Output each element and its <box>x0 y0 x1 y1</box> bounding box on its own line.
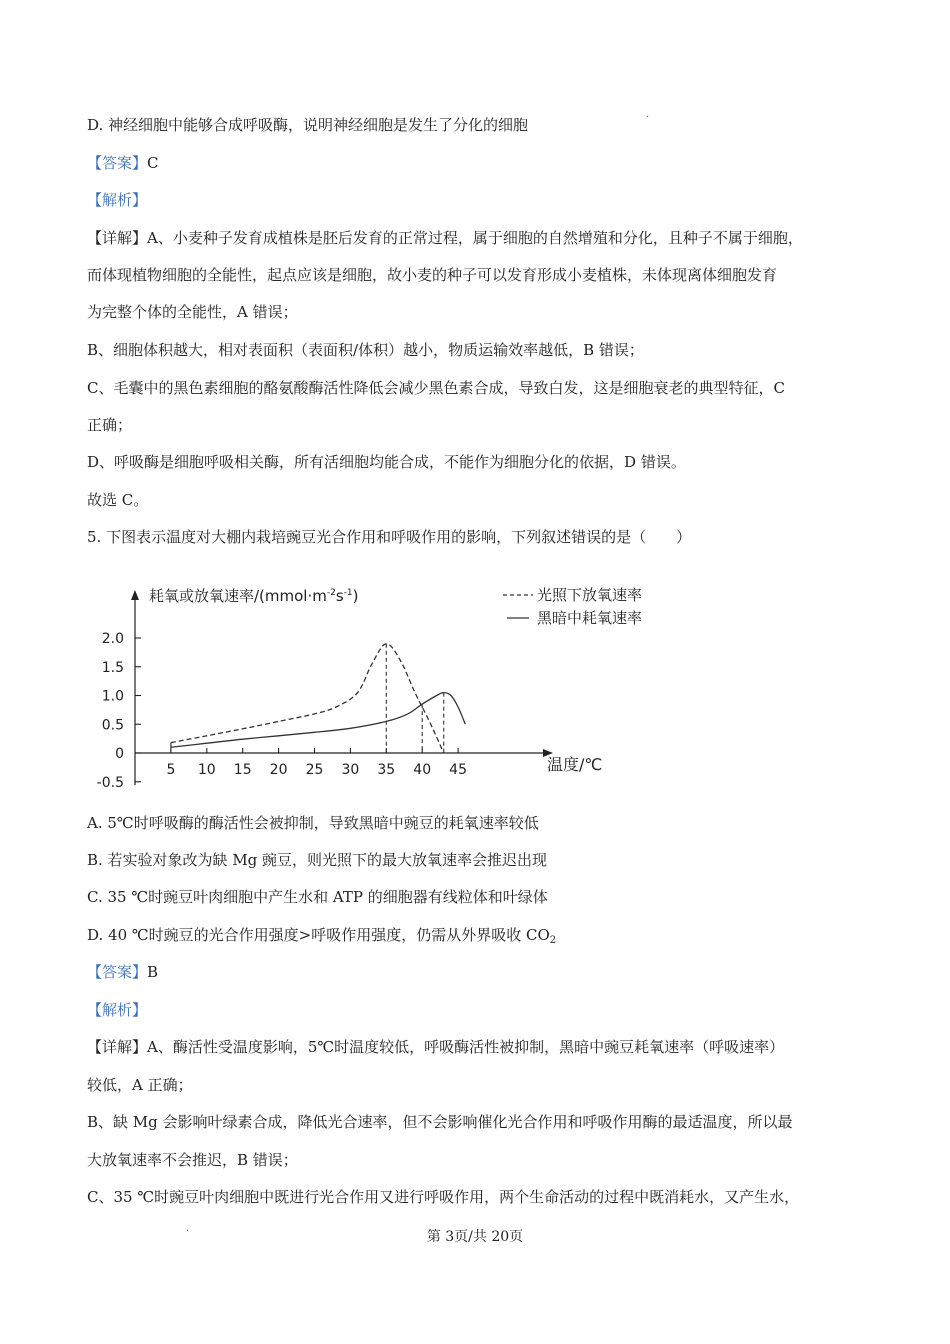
y-tick-label: 0.5 <box>101 717 124 734</box>
x-tick-label: 15 <box>233 762 252 778</box>
legend-label-dark: 黑暗中耗氧速率 <box>537 609 643 627</box>
q5-detail-line-3: 大放氧速率不会推迟，B 错误； <box>87 1151 298 1169</box>
prev-answer <box>87 153 159 173</box>
y-axis-arrow <box>131 590 139 600</box>
q5-detail-text: A、酶活性受温度影响，5℃时温度较低，呼吸酶活性被抑制，黑暗中豌豆耗氧速率（呼吸速率） <box>147 1038 785 1056</box>
question-5-stem: 5. 下图表示温度对大棚内栽培豌豆光合作用和呼吸作用的影响，下列叙述错误的是（ ） <box>87 528 692 546</box>
y-tick-label: 0 <box>115 746 124 762</box>
q5-detail-line-4: C、35 ℃时豌豆叶肉细胞中既进行光合作用又进行呼吸作用，两个生命活动的过程中既消耗水，又产生水， <box>87 1188 800 1206</box>
co2-subscript: 2 <box>549 935 557 946</box>
q5-detail-line-1: 较低，A 正确； <box>87 1076 193 1094</box>
series-light-oxygen-release <box>171 644 444 753</box>
legend-label-light: 光照下放氧速率 <box>537 586 643 604</box>
x-tick-label: 20 <box>269 762 288 778</box>
question-5-option-c: C. 35 ℃时豌豆叶肉细胞中产生水和 ATP 的细胞器有线粒体和叶绿体 <box>87 888 548 906</box>
q5-analysis-tag-text: 【解析】 <box>87 1001 148 1019</box>
option-d-text: D. 40 ℃时豌豆的光合作用强度>呼吸作用强度，仍需从外界吸收 CO <box>87 926 550 944</box>
x-tick-label: 35 <box>377 762 396 778</box>
x-tick-label: 25 <box>305 762 324 778</box>
prev-detail-line-0 <box>87 228 803 248</box>
y-tick-label: 1.5 <box>101 659 124 676</box>
q5-answer-value: B <box>147 963 159 981</box>
question-5-option-d <box>87 925 556 951</box>
question-5-option-b: B. 若实验对象改为缺 Mg 豌豆，则光照下的最大放氧速率会推迟出现 <box>87 851 548 869</box>
prev-detail-line-6: D、呼吸酶是细胞呼吸相关酶，所有活细胞均能合成，不能作为细胞分化的依据，D 错误。 <box>87 453 686 471</box>
answer-value: C <box>147 154 159 172</box>
x-tick-label: 5 <box>166 762 176 778</box>
y-axis-label: 耗氧或放氧速率$/(mmol\cdot m^{-2}s^{-1})$ <box>149 587 359 605</box>
q5-detail-tag: 【详解】 <box>87 1038 148 1056</box>
chart-axes <box>131 590 553 785</box>
prev-detail-line-4: C、毛囊中的黑色素细胞的酪氨酸酶活性降低会减少黑色素合成，导致白发，这是细胞衰老的典型特征，C <box>87 379 785 397</box>
y-tick-label: -0.5 <box>96 774 124 791</box>
q5-detail-line-2: B、缺 Mg 会影响叶绿素合成，降低光合速率，但不会影响催化光合作用和呼吸作用酶的最适温度，所以最 <box>87 1113 793 1131</box>
page-footer: 第 3页/共 20页 <box>426 1229 524 1245</box>
series-dark-oxygen-consumption <box>171 693 465 748</box>
x-tick-label: 10 <box>197 762 216 778</box>
prev-analysis-tag <box>87 190 147 210</box>
stray-dot: · <box>646 112 650 123</box>
answer-tag: 【答案】 <box>87 154 148 172</box>
detail-tag: 【详解】 <box>87 229 148 247</box>
q5-detail-line-0 <box>87 1037 784 1057</box>
detail-text: A、小麦种子发育成植株是胚后发育的正常过程，属于细胞的自然增殖和分化，且种子不属于细胞， <box>147 229 803 247</box>
y-tick-label: 1.0 <box>101 688 124 705</box>
q5-analysis-tag <box>87 1000 147 1020</box>
x-tick-label: 30 <box>341 762 360 778</box>
prev-option-d: D. 神经细胞中能够合成呼吸酶，说明神经细胞是发生了分化的细胞 <box>87 116 529 134</box>
analysis-tag: 【解析】 <box>87 191 148 209</box>
prev-detail-line-5: 正确； <box>87 416 133 434</box>
temperature-rate-chart <box>95 570 643 800</box>
y-ticks <box>97 631 141 791</box>
stray-dot-footer: · <box>186 1226 190 1237</box>
prev-detail-line-3: B、细胞体积越大，相对表面积（表面积/体积）越小，物质运输效率越低，B 错误； <box>87 341 644 359</box>
q5-answer-tag: 【答案】 <box>87 963 148 981</box>
prev-detail-line-7: 故选 C。 <box>87 491 149 509</box>
x-axis-label: 温度/℃ <box>547 755 603 774</box>
x-tick-label: 40 <box>413 762 432 778</box>
chart-legend <box>503 586 642 627</box>
prev-detail-line-1: 而体现植物细胞的全能性，起点应该是细胞，故小麦的种子可以发育形成小麦植株，未体现离体细胞发育 <box>87 266 778 284</box>
y-tick-label: 2.0 <box>101 631 124 647</box>
question-5-option-a: A. 5℃时呼吸酶的酶活性会被抑制，导致黑暗中豌豆的耗氧速率较低 <box>87 814 539 832</box>
prev-detail-line-2: 为完整个体的全能性，A 错误； <box>87 303 298 321</box>
vertical-guides <box>171 644 444 753</box>
x-tick-label: 45 <box>449 762 468 778</box>
q5-answer <box>87 962 158 982</box>
